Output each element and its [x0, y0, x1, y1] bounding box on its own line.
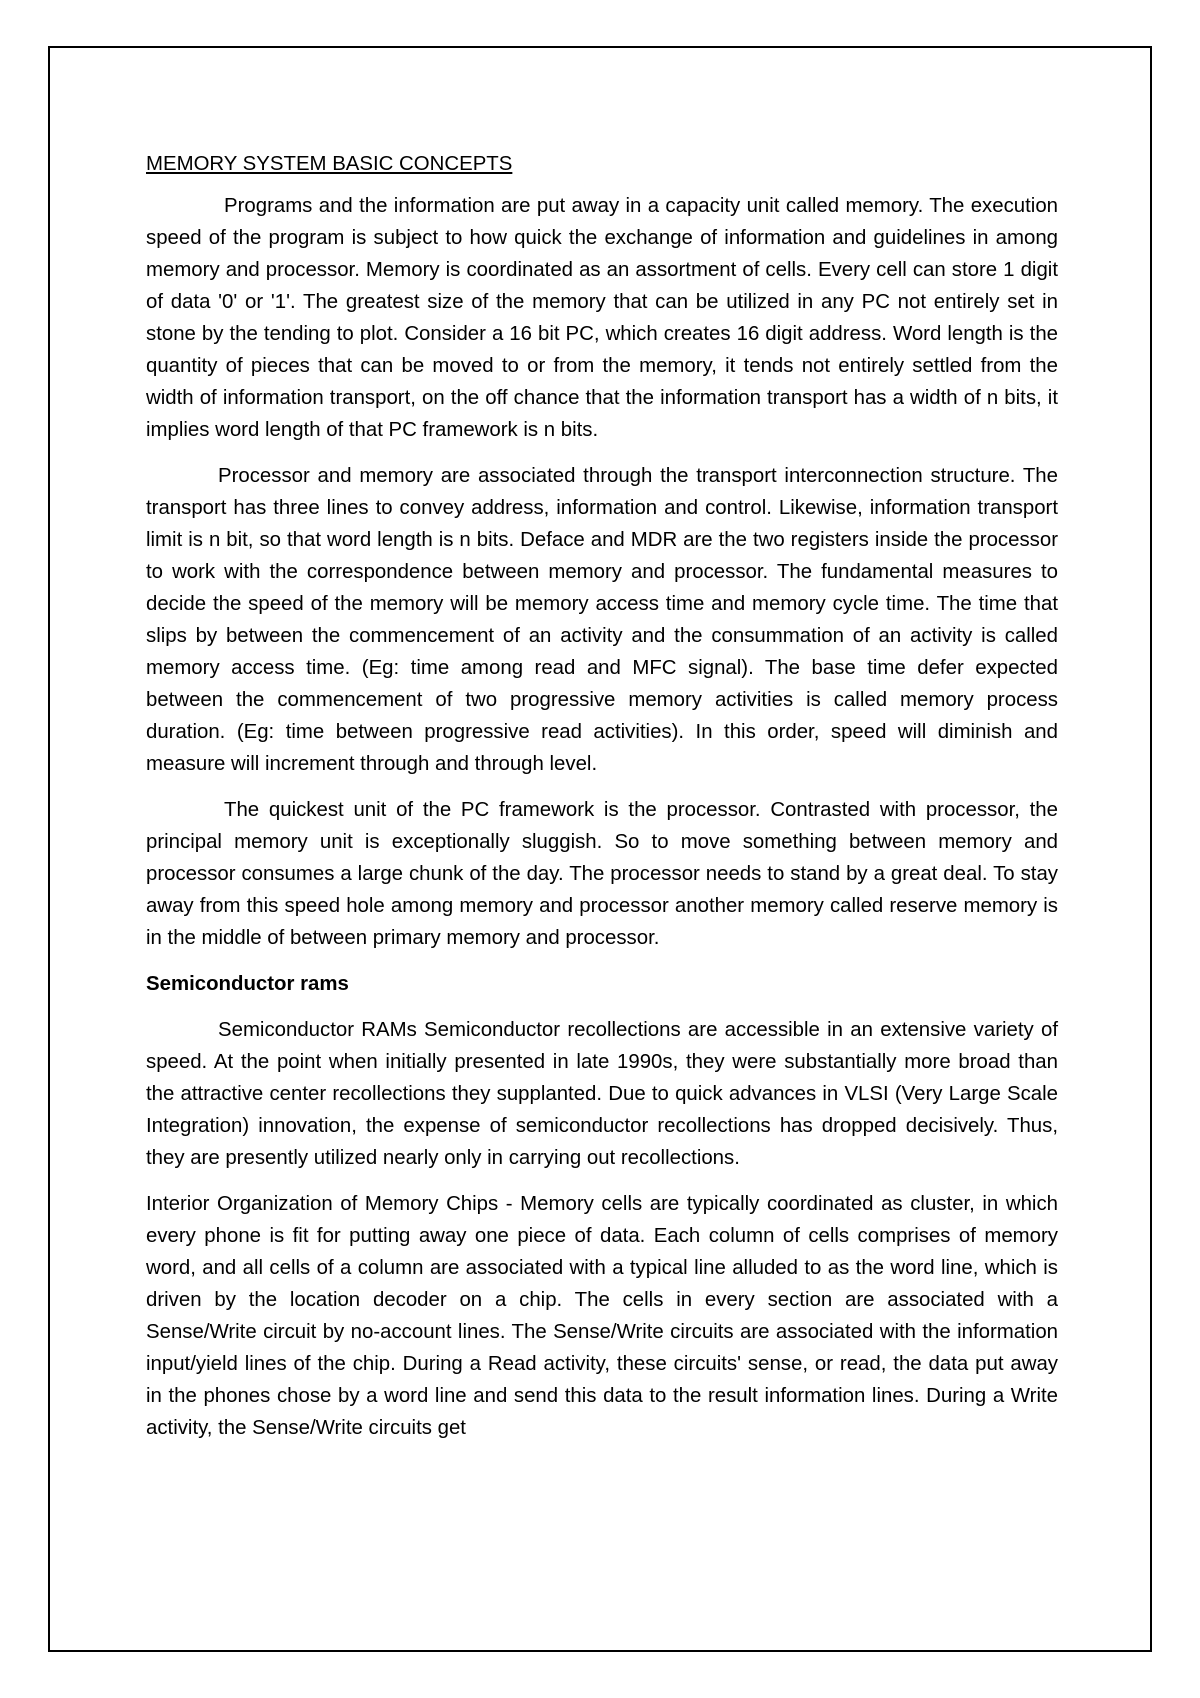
section-heading-semiconductor-rams: Semiconductor rams	[146, 973, 349, 995]
document-body	[146, 148, 1058, 1458]
paragraph-processor-memory: Processor and memory are associated through the transport interconnection structure. The transport has three lines to convey address, information and control. Likewise, information transport limit is n bit, so that word length is n bits. Deface and MDR are the two registers inside the processor to work with the correspondence between memory and processor. The fundamental measures to decide the speed of the memory will be memory access time and memory cycle time. The time that slips by between the commencement of an activity and the consummation of an activity is called memory access time. (Eg: time among read and MFC signal). The base time defer expected between the commencement of two progressive memory activities is called memory process duration. (Eg: time between progressive read activities). In this order, speed will diminish and measure will increment through and through level.	[146, 465, 1058, 775]
paragraph-interior-organization: Interior Organization of Memory Chips - Memory cells are typically coordinated as cluster, in which every phone is fit for putting away one piece of data. Each column of cells comprises of memory word, and all cells of a column are associated with a typical line alluded to as the word line, which is driven by the location decoder on a chip. The cells in every section are associated with a Sense/Write circuit by no-account lines. The Sense/Write circuits are associated with the information input/yield lines of the chip. During a Read activity, these circuits' sense, or read, the data put away in the phones chose by a word line and send this data to the result information lines. During a Write activity, the Sense/Write circuits get	[146, 1193, 1058, 1439]
paragraph-memory-intro: Programs and the information are put away in a capacity unit called memory. The execution speed of the program is subject to how quick the exchange of information and guidelines in among memory and processor. Memory is coordinated as an assortment of cells. Every cell can store 1 digit of data '0' or '1'. The greatest size of the memory that can be utilized in any PC not entirely set in stone by the tending to plot. Consider a 16 bit PC, which creates 16 digit address. Word length is the quantity of pieces that can be moved to or from the memory, it tends not entirely settled from the width of information transport, on the off chance that the information transport has a width of n bits, it implies word length of that PC framework is n bits.	[146, 195, 1058, 441]
document-title: MEMORY SYSTEM BASIC CONCEPTS	[146, 153, 513, 175]
paragraph-semiconductor-rams: Semiconductor RAMs Semiconductor recollections are accessible in an extensive variety of speed. At the point when initially presented in late 1990s, they were substantially more broad than the attractive center recollections they supplanted. Due to quick advances in VLSI (Very Large Scale Integration) innovation, the expense of semiconductor recollections has dropped decisively. Thus, they are presently utilized nearly only in carrying out recollections.	[146, 1019, 1058, 1169]
paragraph-quickest-unit: The quickest unit of the PC framework is the processor. Contrasted with processor, the principal memory unit is exceptionally sluggish. So to move something between memory and processor consumes a large chunk of the day. The processor needs to stand by a great deal. To stay away from this speed hole among memory and processor another memory called reserve memory is in the middle of between primary memory and processor.	[146, 799, 1058, 949]
